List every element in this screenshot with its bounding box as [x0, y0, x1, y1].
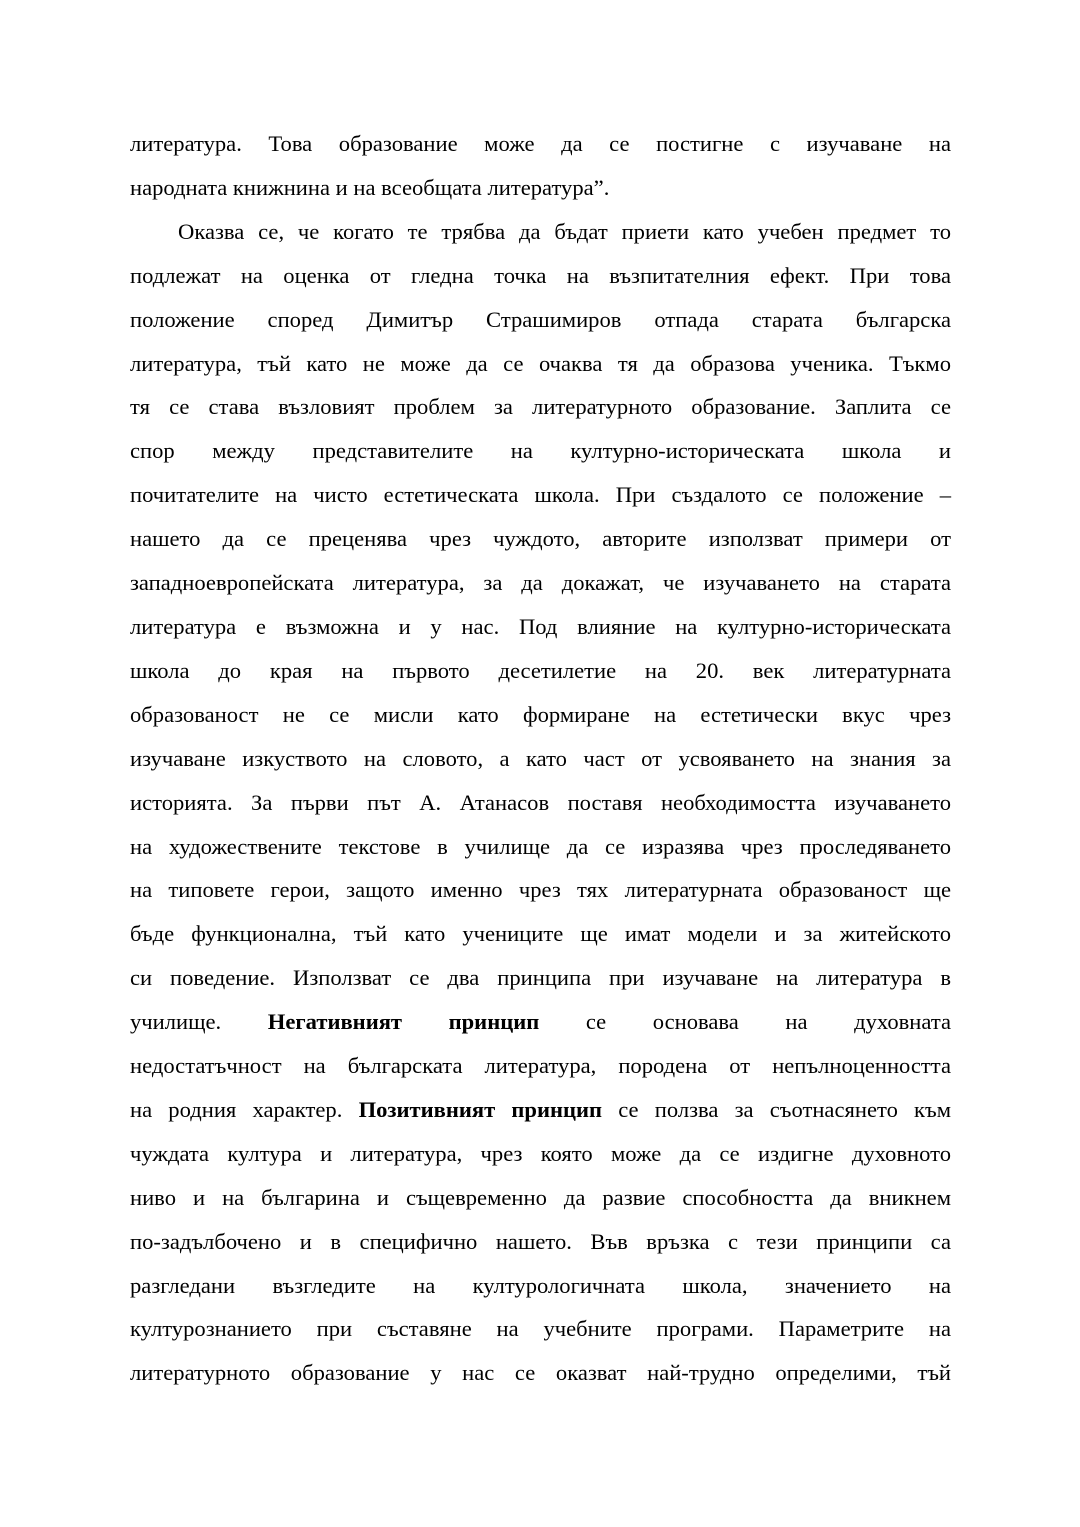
text-segment: на родния характер. [130, 1096, 343, 1122]
text-line: на художествените текстове в училище да се изразява чрез проследяването [130, 833, 951, 859]
text-line: по-задълбочено и в специфично нашето. Във връзка с тези принципи са [130, 1228, 951, 1254]
text-line: почитателите на чисто естетическата школа. При създалото се положение – [130, 482, 952, 508]
text-line: спор между представителите на културно-историческата школа и [130, 438, 951, 464]
text-segment: се ползва за съотнасянето към [618, 1096, 952, 1122]
text-line: народната книжнина и на всеобщата литература”. [130, 174, 610, 200]
text-line: ниво и на българина и същевременно да развие способността да вникнем [130, 1184, 951, 1210]
text-line: литература е възможна и у нас. Под влияние на културно-историческата [130, 613, 951, 639]
text-line: историята. За първи път А. Атанасов поставя необходимостта изучаването [130, 789, 951, 815]
text-line: културознанието при съставяне на учебните програми. Параметрите на [130, 1316, 951, 1342]
paragraph-1 [130, 122, 951, 210]
text-line: бъде функционална, тъй като учениците ще имат модели и за житейското [130, 921, 951, 947]
text-line: подлежат на оценка от гледна точка на възпитателния ефект. При това [130, 262, 951, 288]
text-line: на типовете герои, защото именно чрез тях литературната образованост ще [130, 877, 951, 903]
text-segment: училище. [130, 1009, 222, 1035]
text-line: недостатъчност на българската литература, породена от непълноценността [130, 1053, 951, 1079]
text-line: школа до края на първото десетилетие на 20. век литературната [130, 657, 951, 683]
paragraph-2 [130, 210, 951, 1395]
text-line: литература. Това образование може да се постигне с изучаване на [130, 131, 951, 156]
text-line: литературното образование у нас се оказват най-трудно определими, тъй [130, 1360, 951, 1386]
text-line [130, 1000, 951, 1044]
bold-term-positive-principle: Позитивният принцип [358, 1096, 603, 1122]
text-line: образованост не се мисли като формиране на естетически вкус чрез [130, 701, 951, 727]
text-line: тя се става възловият проблем за литературното образование. Заплита се [130, 394, 952, 420]
text-line: изучаване изкуството на словото, а като част от усвояването на знания за [130, 745, 951, 771]
text-line: положение според Димитър Страшимиров отпада старата българска [130, 306, 951, 332]
document-page [130, 122, 951, 1395]
text-line: си поведение. Използват се два принципа при изучаване на литература в [130, 965, 951, 991]
text-segment: се основава на духовната [585, 1009, 951, 1035]
bold-term-negative-principle: Негативният принцип [267, 1009, 540, 1035]
text-line: разгледани възгледите на културологичната школа, значението на [130, 1272, 951, 1298]
text-line: чуждата култура и литература, чрез която може да се издигне духовното [130, 1140, 951, 1166]
text-line: Оказва се, че когато те трябва да бъдат приети като учебен предмет то [178, 218, 951, 244]
text-line [130, 1088, 951, 1132]
text-line: западноевропейската литература, за да докажат, че изучаването на старата [130, 570, 951, 596]
text-line: литература, тъй като не може да се очаква тя да образова ученика. Тъкмо [130, 350, 951, 376]
text-line: нашето да се преценява чрез чуждото, авторите използват примери от [130, 526, 951, 552]
